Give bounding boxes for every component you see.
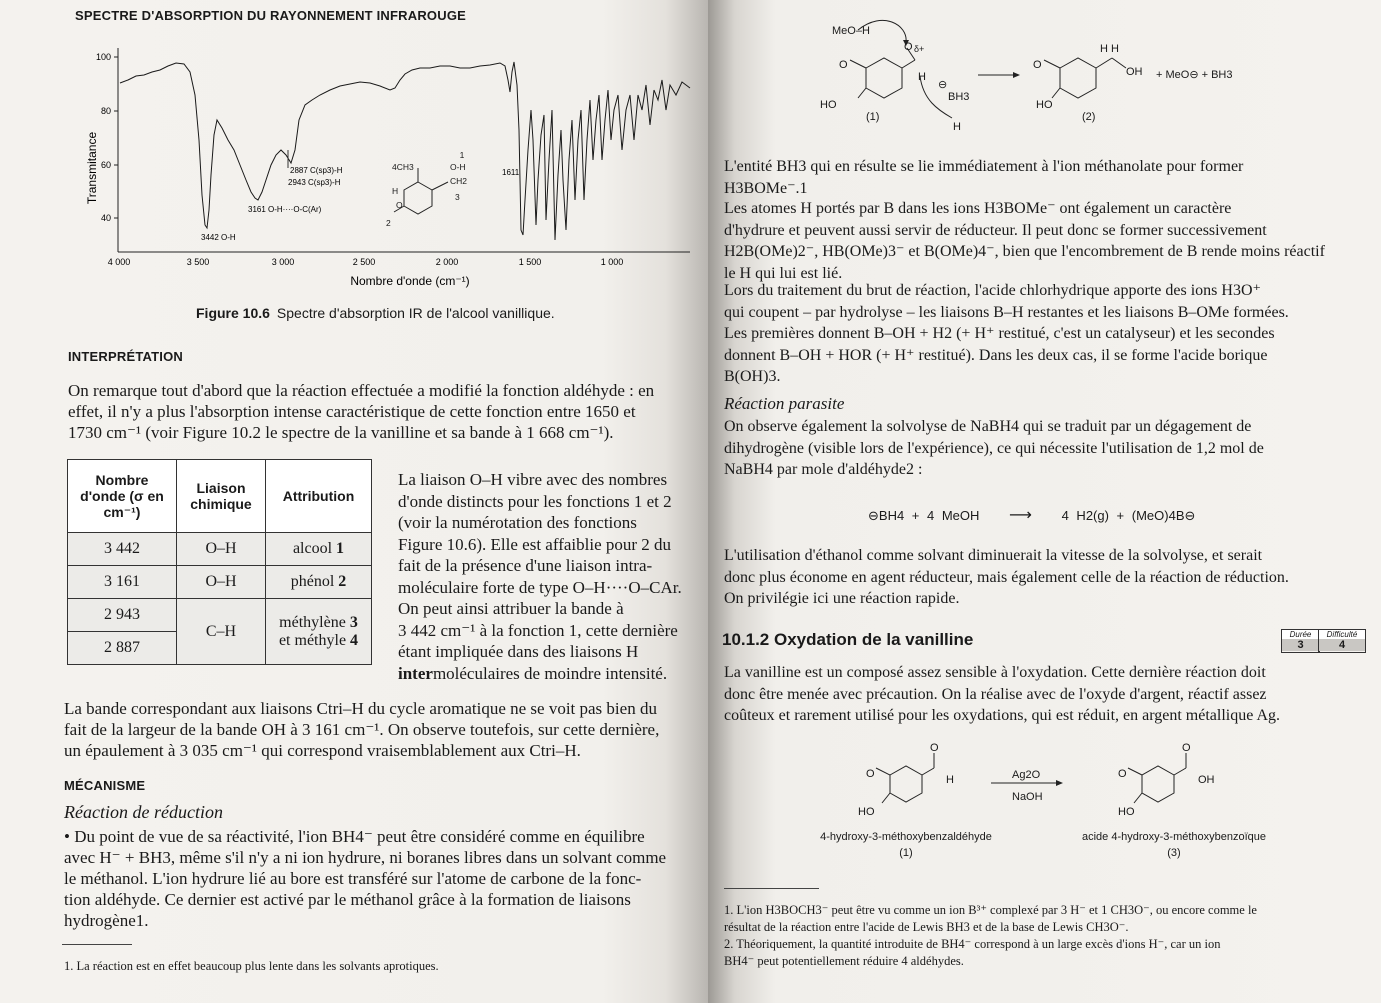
ir-attribution-table <box>67 459 372 665</box>
ir-spectrum-chart <box>0 0 708 300</box>
svg-text:OH: OH <box>1198 774 1215 786</box>
svg-text:O: O <box>866 768 875 780</box>
svg-text:NaOH: NaOH <box>1012 791 1043 803</box>
x-tick-3000: 3 000 <box>271 257 295 267</box>
x-tick-3500: 3 500 <box>186 257 210 267</box>
x-tick-4000: 4 000 <box>107 257 131 267</box>
y-tick-100: 100 <box>95 52 111 62</box>
svg-text:H: H <box>953 121 961 133</box>
paragraph-1: L'entité BH3 qui en résulte se lie immédiatement à l'ion méthanolate pour former H3BOMe⁻.1 <box>724 158 1244 197</box>
parasite-heading: Réaction parasite <box>724 394 845 413</box>
right-page <box>708 0 1381 1003</box>
svg-text:(3): (3) <box>1167 847 1181 859</box>
svg-text:BH3: BH3 <box>948 91 970 103</box>
table-row: 3 442 O–H alcool 1 <box>68 533 372 566</box>
paragraph-4: On observe également la solvolyse de NaBH4 qui se traduit par un dégagement de dihydrogène (visible lors de l'expérience), ce qui nécessite l'utilisation de 1,2 mol de NaBH4 par mole d'aldéhyde2 : <box>724 418 1264 478</box>
right-footnotes: 1. L'ion H3BOCH3⁻ peut être vu comme un ion B³⁺ complexé par 3 H⁻ et 1 CH3O⁻, ou encore comme le résultat de la réaction entre l'acide de Lewis BH3 et de la base de Lewis CH3O⁻. 2. Théoriquement, la quantité introduite de BH4⁻ correspond à un large excès d'ions H⁻, car un ion BH4⁻ peut potentiellement réduire 4 aldéhydes. <box>724 903 1257 968</box>
svg-text:(1): (1) <box>866 111 880 123</box>
svg-text:(1): (1) <box>899 847 913 859</box>
svg-text:O: O <box>1033 59 1042 71</box>
svg-text:O: O <box>839 59 848 71</box>
chart-xlabel: Nombre d'onde (cm⁻¹) <box>350 274 470 288</box>
paragraph-3: Lors du traitement du brut de réaction, l'acide chlorhydrique apporte des ions H3O⁺ qui coupent – par hydrolyse – les liaisons B–H restantes et les liaisons B–OMe formées. Les premières donnent B–OH + H2 (+ H⁺ restitué, c'est un catalyseur) et les secondes donnent B–OH + HOR (+ H⁺ restitué). Dans les deux cas, il se forme l'acide borique B(OH)3. <box>724 282 1289 385</box>
y-tick-60: 60 <box>100 160 111 170</box>
svg-text:CH2: CH2 <box>450 176 468 186</box>
spectrum-heading: SPECTRE D'ABSORPTION DU RAYONNEMENT INFRAROUGE <box>75 8 467 23</box>
svg-text:H: H <box>946 774 954 786</box>
svg-text:O: O <box>1182 742 1191 754</box>
table-row: 2 943 C–H méthylène 3 et méthyle 4 <box>68 599 372 632</box>
side-paragraph: La liaison O–H vibre avec des nombres d'onde distincts pour les fonctions 1 et 2 (voir la numérotation des fonctions Figure 10.6). Elle est affaiblie pour 2 du fait de la présence d'une liaison intra- moléculaire forte de type O–H····O–CAr. On peut ainsi attribuer la bande à 3 442 cm⁻¹ à la fonction 1, cette dernière étant impliquée dans des liaisons H intermoléculaires de moindre intensité. <box>398 470 682 683</box>
svg-text:Ag2O: Ag2O <box>1012 769 1041 781</box>
footnote-divider <box>724 888 819 889</box>
mechanism-paragraph: • Du point de vue de sa réactivité, l'ion BH4⁻ peut être considéré comme en équilibre avec H⁻ + BH3, même s'il n'y a ni ion hydrure, ni boranes libres dans un solvant comme le méthanol. L'ion hydrure lié au bore est transféré sur l'atome de carbone de la fonc- tion aldéhyde. Ce dernier est activé par le méthanol grâce à la formation de liaisons hydrogène1. <box>64 827 667 930</box>
svg-text:H: H <box>392 186 399 196</box>
svg-text:1: 1 <box>459 150 465 160</box>
reduction-heading: Réaction de réduction <box>64 802 223 822</box>
solvolysis-equation: ⊖BH4 + 4 MeOH ⟶ 4 H2(g) + (MeO)4B⊖ <box>868 507 1196 524</box>
band-paragraph: La bande correspondant aux liaisons Ctri–H du cycle aromatique ne se voit pas bien du fait de la largeur de la bande OH à 3 161 cm⁻¹. On observe toutefois, sur cette dernière, un épaulement à 3 035 cm⁻¹ qui correspond vraisemblablement aux Ctri–H. <box>64 699 660 760</box>
svg-text:O: O <box>930 742 939 754</box>
svg-text:H: H <box>918 71 926 83</box>
oxidation-scheme <box>708 735 1381 865</box>
interpretation-paragraph: On remarque tout d'abord que la réaction effectuée a modifié la fonction aldéhyde : en effet, il n'y a plus l'absorption intense caractéristique de cette fonction entre 1650 et 1730 cm⁻¹ (voir Figure 10.2 le spectre de la vanilline et sa bande à 1 668 cm⁻¹). <box>68 381 655 442</box>
svg-text:4-hydroxy-3-méthoxybenzaldéhyd: 4-hydroxy-3-méthoxybenzaldéhyde <box>820 831 992 843</box>
interpretation-heading: INTERPRÉTATION <box>68 349 183 364</box>
svg-text:OH: OH <box>1126 66 1143 78</box>
annot-2887: 2887 C(sp3)-H <box>290 166 343 175</box>
table-row: 3 161 O–H phénol 2 <box>68 566 372 599</box>
svg-text:O-H: O-H <box>450 162 466 172</box>
paragraph-5: L'utilisation d'éthanol comme solvant diminuerait la vitesse de la solvolyse, et serait donc plus économe en agent réducteur, mais également celle de la réaction de réduction. On privilégie ici une réaction rapide. <box>724 547 1289 607</box>
svg-text:3: 3 <box>455 192 460 202</box>
paragraph-6: La vanilline est un composé assez sensible à l'oxydation. Cette dernière réaction doit donc être menée avec précaution. On la réalise avec de l'oxyde d'argent, réactif assez coûteux et rarement utilisé pour les oxydations, qui est réduit, en argent métallique Ag. <box>724 664 1281 724</box>
figure-caption <box>196 305 555 323</box>
svg-text:4CH3: 4CH3 <box>392 162 414 172</box>
table-header-attribution: Attribution <box>266 460 372 533</box>
difficulte-badge: Difficulté 4 <box>1318 629 1366 653</box>
chart-ylabel: Transmitance <box>85 131 99 205</box>
svg-text:+ MeO⊖ + BH3: + MeO⊖ + BH3 <box>1156 69 1233 81</box>
svg-text:acide 4-hydroxy-3-méthoxybenzo: acide 4-hydroxy-3-méthoxybenzoïque <box>1081 831 1267 843</box>
ir-trace <box>120 62 690 240</box>
table-header-wavenumber: Nombre d'onde (σ en cm⁻¹) <box>68 460 177 533</box>
svg-text:H H: H H <box>1100 43 1119 55</box>
annot-1611: 1611 <box>502 168 520 177</box>
svg-text:⊖: ⊖ <box>938 79 948 91</box>
x-tick-2000: 2 000 <box>435 257 459 267</box>
svg-text:HO: HO <box>1036 99 1053 111</box>
figure-label: Figure 10.6 <box>196 305 270 321</box>
vanillic-alcohol-structure <box>386 150 467 228</box>
table-header-bond: Liaison chimique <box>177 460 266 533</box>
annot-3442: 3442 O-H <box>201 233 236 242</box>
svg-text:δ+: δ+ <box>914 44 925 54</box>
duree-badge: Durée 3 <box>1281 629 1320 653</box>
x-tick-1500: 1 500 <box>518 257 542 267</box>
table-row: 2 887 <box>68 632 372 665</box>
paragraph-2: Les atomes H portés par B dans les ions H3BOMe⁻ ont également un caractère d'hydrure et peuvent aussi servir de réducteur. Il peut donc se former successivement H2B(OMe)2⁻, HB(OMe)3⁻ et B(OMe)4⁻, bien que l'encombrement de B rende moins réactif le H qui lui est lié. <box>724 200 1325 282</box>
svg-text:HO: HO <box>1118 806 1135 818</box>
reduction-scheme <box>708 0 1381 150</box>
footnote-divider <box>62 944 132 945</box>
svg-text:HO: HO <box>820 99 837 111</box>
y-tick-80: 80 <box>100 106 111 116</box>
svg-text:2: 2 <box>386 218 391 228</box>
svg-text:HO: HO <box>858 806 875 818</box>
svg-text:MeO–H: MeO–H <box>832 25 870 37</box>
footnote: 1. La réaction est en effet beaucoup plus lente dans les solvants aprotiques. <box>64 959 439 973</box>
x-tick-1000: 1 000 <box>600 257 624 267</box>
mechanism-heading: MÉCANISME <box>64 778 146 793</box>
section-title: 10.1.2 Oxydation de la vanilline <box>722 630 974 649</box>
svg-text:O: O <box>904 41 913 53</box>
y-tick-40: 40 <box>100 213 111 223</box>
figure-text: Spectre d'absorption IR de l'alcool vanillique. <box>276 305 555 321</box>
annot-2943: 2943 C(sp3)-H <box>288 178 341 187</box>
svg-text:O: O <box>396 200 403 210</box>
x-tick-2500: 2 500 <box>352 257 376 267</box>
svg-text:(2): (2) <box>1082 111 1096 123</box>
svg-text:O: O <box>1118 768 1127 780</box>
annot-3161: 3161 O-H····O-C(Ar) <box>248 205 322 214</box>
